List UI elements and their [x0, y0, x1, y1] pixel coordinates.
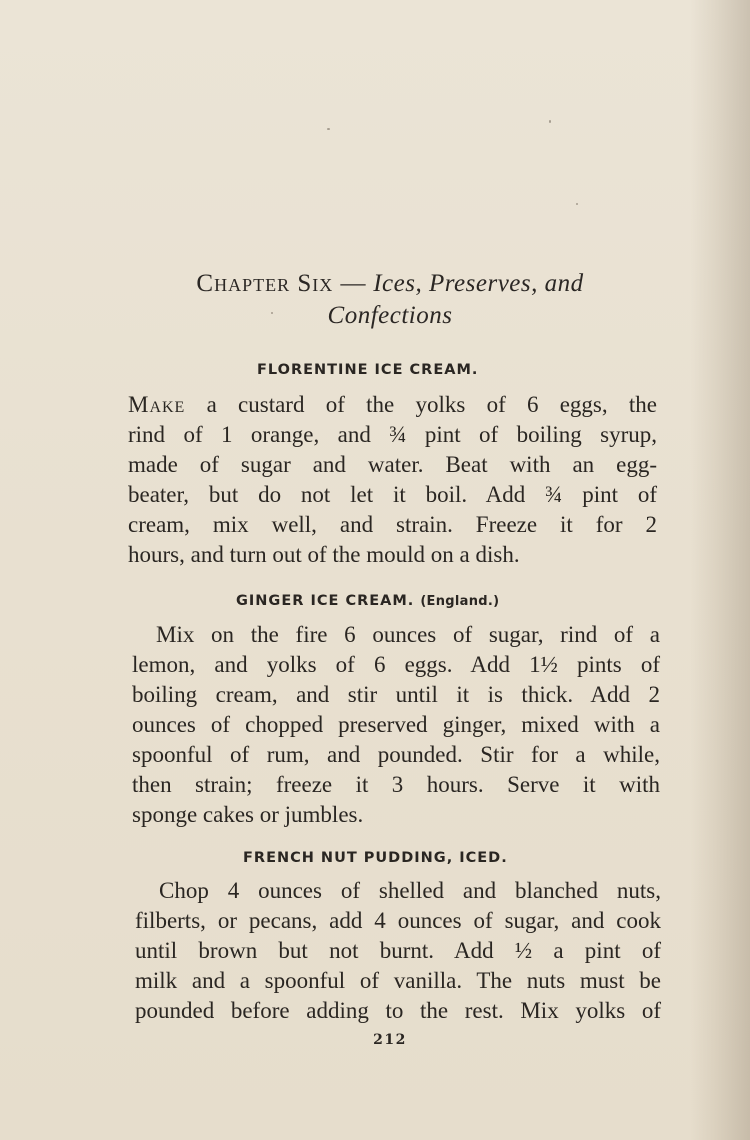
recipe-heading-text: FLORENTINE ICE CREAM. [257, 362, 479, 378]
body-line: cream, mix well, and strain. Freeze it for 2 [128, 512, 657, 537]
body-line: ounces of chopped preserved ginger, mixed with a [132, 712, 660, 737]
body-line: filberts, or pecans, add 4 ounces of sugar, and cook [135, 908, 661, 933]
paper-speck [327, 128, 330, 130]
body-line: milk and a spoonful of vanilla. The nuts must be [135, 968, 661, 993]
recipe-heading-text: FRENCH NUT PUDDING, ICED. [243, 850, 508, 866]
chapter-title [110, 268, 670, 332]
body-line: boiling cream, and stir until it is thick. Add 2 [132, 682, 660, 707]
body-line: until brown but not burnt. Add ½ a pint of [135, 938, 661, 963]
chapter-title-text-1: Ices, Preserves, and [373, 270, 584, 297]
recipe-origin: (England.) [420, 594, 500, 609]
body-line: Chop 4 ounces of shelled and blanched nuts, [159, 878, 661, 903]
chapter-title-line-2 [110, 300, 670, 332]
chapter-prefix: Chapter Six — [196, 270, 367, 297]
paper-speck [576, 203, 578, 205]
recipe-body-french-nut [135, 876, 661, 1026]
body-line: then strain; freeze it 3 hours. Serve it with [132, 772, 660, 797]
body-line: lemon, and yolks of 6 eggs. Add 1½ pints of [132, 652, 660, 677]
chapter-title-text-2: Confections [327, 302, 453, 329]
body-line: hours, and turn out of the mould on a dish. [128, 542, 520, 567]
lead-word: Make [128, 392, 186, 417]
body-line: Mix on the fire 6 ounces of sugar, rind of a [156, 622, 660, 647]
paper-speck [549, 120, 551, 123]
page-number: 212 [373, 1032, 407, 1048]
recipe-body-ginger [132, 620, 660, 830]
chapter-title-line-1 [110, 268, 670, 300]
body-line: pounded before adding to the rest. Mix yolks of [135, 998, 661, 1023]
recipe-heading-florentine [257, 362, 478, 378]
body-line: beater, but do not let it boil. Add ¾ pint of [128, 482, 657, 507]
body-line: spoonful of rum, and pounded. Stir for a while, [132, 742, 660, 767]
recipe-heading-text: GINGER ICE CREAM. [236, 593, 415, 609]
recipe-body-florentine [128, 390, 657, 570]
recipe-heading-french-nut [243, 850, 508, 866]
body-line: made of sugar and water. Beat with an egg- [128, 452, 657, 477]
recipe-heading-ginger [236, 593, 499, 609]
body-line: sponge cakes or jumbles. [132, 802, 364, 827]
body-line: rind of 1 orange, and ¾ pint of boiling syrup, [128, 422, 657, 447]
body-line: Make a custard of the yolks of 6 eggs, the [128, 392, 657, 417]
